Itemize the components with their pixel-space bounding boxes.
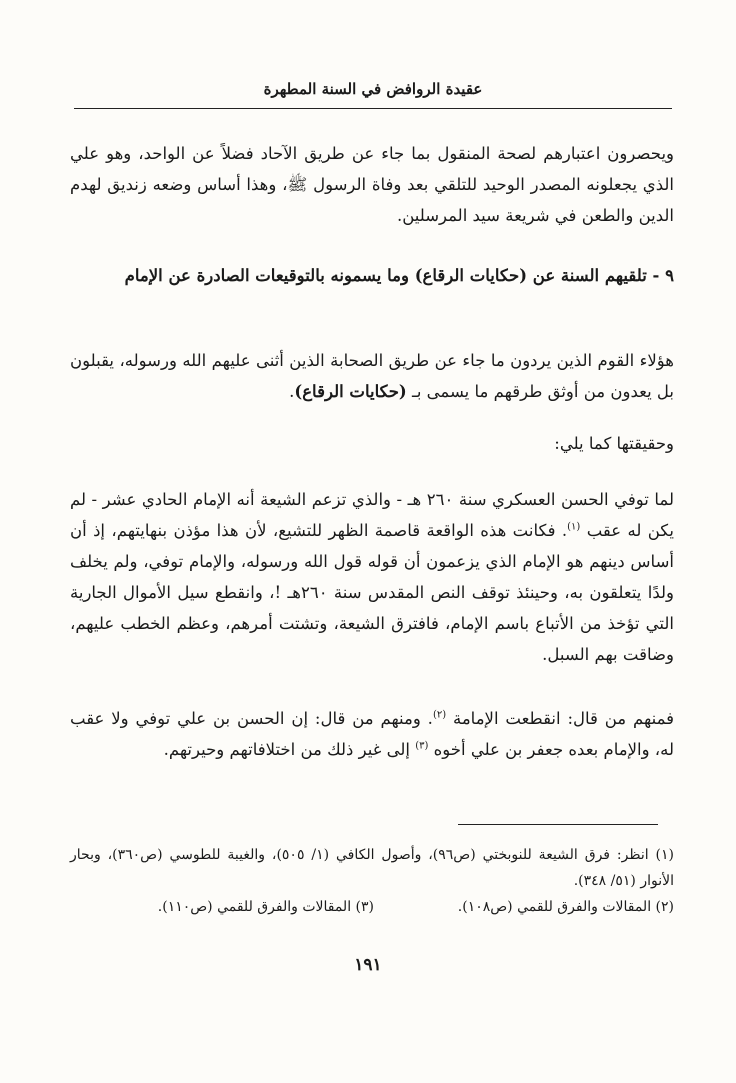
running-header xyxy=(74,78,672,109)
paragraph-4 xyxy=(70,484,674,670)
paragraph-3: وحقيقتها كما يلي: xyxy=(554,434,674,453)
header-title: عقيدة الروافض في السنة المطهرة xyxy=(263,80,483,98)
footnote-separator xyxy=(458,824,658,825)
paragraph-2-bold-term: (حكايات الرقاع) xyxy=(294,382,407,401)
paragraph-2 xyxy=(70,345,674,407)
footnote-ref-3: (٣) xyxy=(415,740,429,752)
footnote-1: (١) انظر: فرق الشيعة للنوبختي (ص٩٦)، وأصول الكافي (١/ ٥٠٥)، والغيبة للطوسي (ص٣٦٠)، وبحار الأنوار (٥١/ ٣٤٨). xyxy=(70,847,674,889)
paragraph-5-part2: . ومنهم من قال: إن الحسن بن علي توفي ولا عقب له، والإمام بعده جعفر بن علي أخوه xyxy=(70,709,674,759)
footnote-ref-1: (١) xyxy=(567,521,581,533)
paragraph-2-text: هؤلاء القوم الذين يردون ما جاء عن طريق الصحابة الذين أثنى عليهم الله ورسوله، يقبلون بل يعدون من أوثق طرقهم ما يسمى بـ xyxy=(70,351,674,401)
footnote-row-2-3 xyxy=(70,894,674,920)
paragraph-5 xyxy=(70,703,674,765)
footnotes xyxy=(70,842,674,920)
paragraph-4-part2: . فكانت هذه الواقعة قاصمة الظهر للتشيع، لأن هذا مؤذن بنهايتهم، إذ أن أساس دينهم هو الإمام الذي يزعمون أن قوله قول الله ورسوله، والإمام توفي، ولم يخلف ولدًا يتعلقون به، وحينئذ توقف النص المقدس سنة ٢٦٠هـ !، وانقطع سيل الأموال الجارية التي تؤخذ من الأتباع باسم الإمام، فافترق الشيعة، وتشتت أمرهم، وعظم الخطب عليهم، وضاقت بهم السبل. xyxy=(70,521,674,664)
paragraph-5-part1: فمنهم من قال: انقطعت الإمامة xyxy=(452,709,674,728)
footnote-ref-2: (٢) xyxy=(432,709,447,721)
paragraph-4-part1: لما توفي الحسن العسكري سنة ٢٦٠ هـ - والذي تزعم الشيعة أنه الإمام الحادي عشر - لم يكن له عقب xyxy=(70,490,674,540)
footnote-3: (٣) المقالات والفرق للقمي (ص١١٠). xyxy=(157,899,374,915)
page-number: ١٩١ xyxy=(354,955,382,975)
section-heading-9: ٩ - تلقيهم السنة عن (حكايات الرقاع) وما يسمونه بالتوقيعات الصادرة عن الإمام xyxy=(124,266,674,285)
paragraph-2-end: . xyxy=(289,382,295,401)
footnote-2: (٢) المقالات والفرق للقمي (ص١٠٨). xyxy=(457,899,674,915)
paragraph-1: ويحصرون اعتبارهم لصحة المنقول بما جاء عن طريق الآحاد فضلاً عن الواحد، وهو علي الذي يجعلونه المصدر الوحيد للتلقي بعد وفاة الرسول ﷺ، وهذا أساس وضعه زنديق لهدم الدين والطعن في شريعة سيد المرسلين. xyxy=(70,144,674,225)
paragraph-5-part3: إلى غير ذلك من اختلافاتهم وحيرتهم. xyxy=(163,740,416,759)
